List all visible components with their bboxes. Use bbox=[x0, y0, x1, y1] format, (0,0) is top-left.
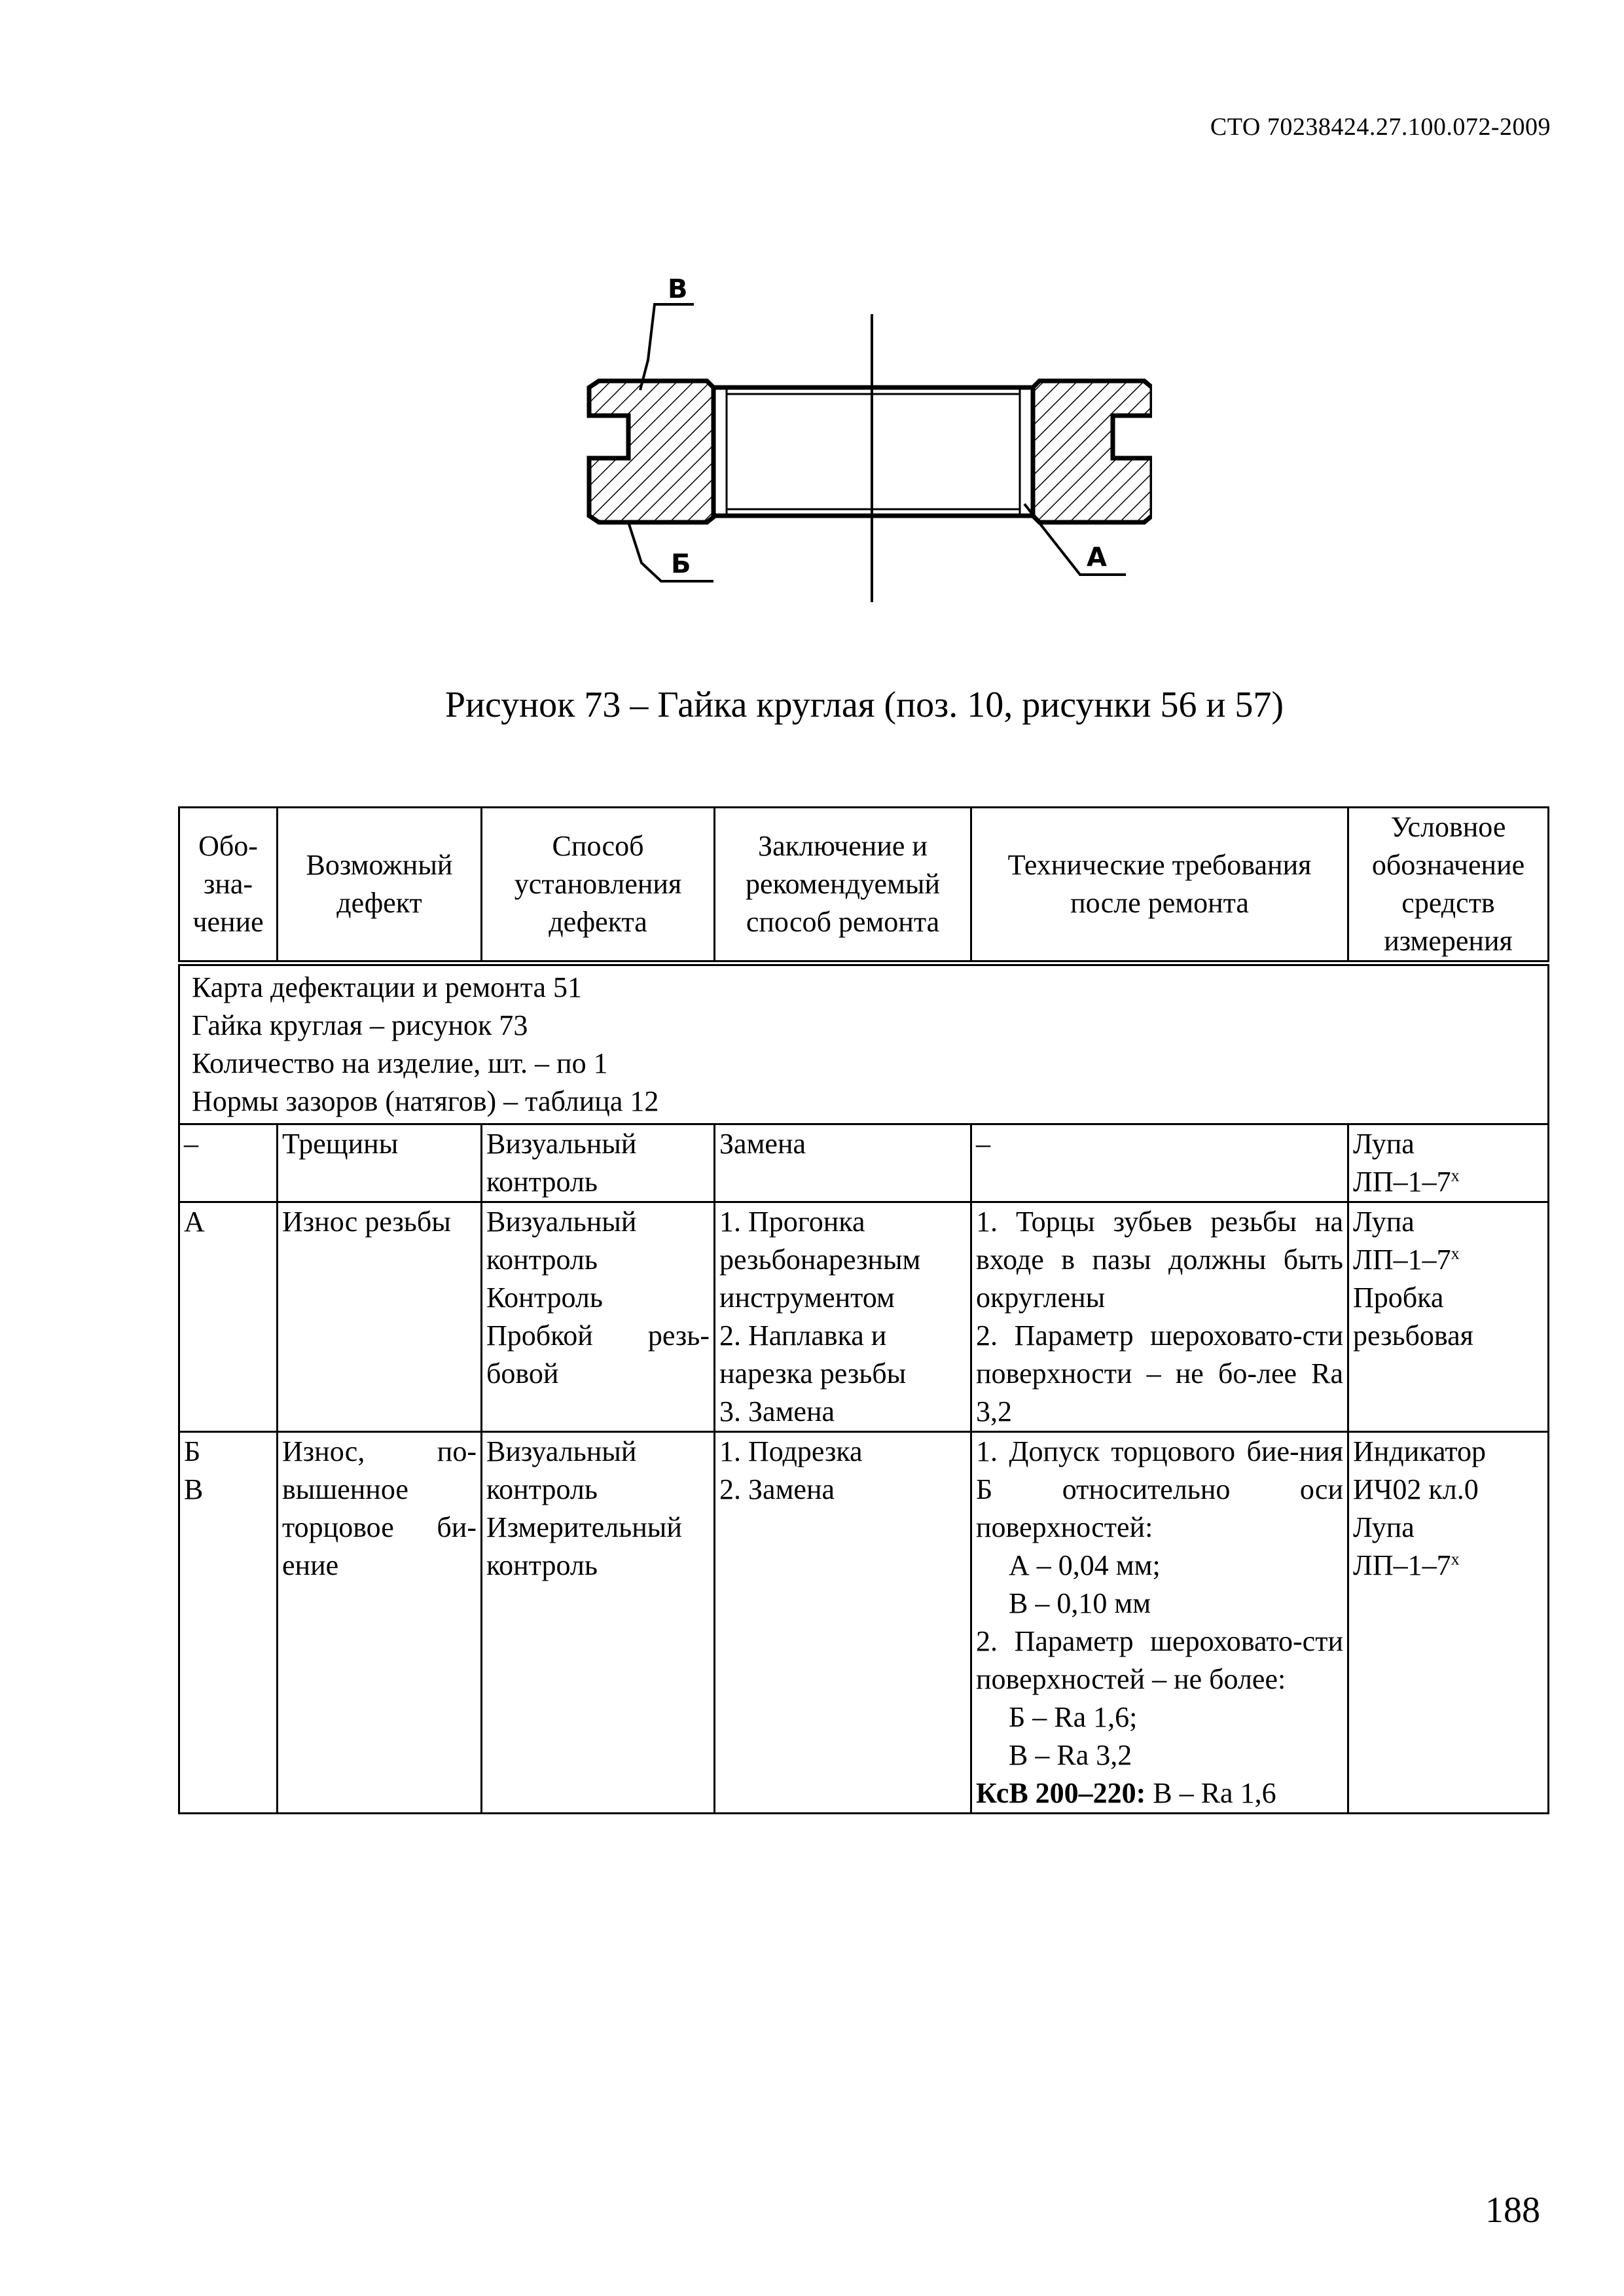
part-name: Гайка круглая – рисунок 73 bbox=[192, 1009, 528, 1041]
column-header-line: обозначение bbox=[1371, 849, 1525, 881]
instrument-line: Лупа bbox=[1353, 1511, 1415, 1543]
column-header-instruments bbox=[1348, 808, 1549, 963]
method-line: Контроль Пробкой резь-бовой bbox=[486, 1282, 710, 1390]
label-a: А bbox=[1087, 543, 1107, 573]
cell-instruments bbox=[1348, 1202, 1549, 1432]
cell-designation: – bbox=[179, 1124, 278, 1202]
figure-caption: Рисунок 73 – Гайка круглая (поз. 10, рисунки 56 и 57) bbox=[444, 685, 1284, 725]
column-header-line: измерения bbox=[1384, 925, 1513, 957]
column-header-conclusion bbox=[715, 808, 971, 963]
method-line: Визуальный контроль bbox=[486, 1206, 637, 1276]
cell-defect: Износ, по-вышенное торцовое би-ение bbox=[278, 1432, 482, 1814]
table-row bbox=[179, 1432, 1549, 1814]
round-nut-drawing bbox=[563, 262, 1152, 628]
column-header-designation bbox=[179, 808, 278, 963]
method-line: Измерительный контроль bbox=[486, 1511, 682, 1581]
cell-requirements bbox=[971, 1124, 1348, 1202]
clearance-norms: Нормы зазоров (натягов) – таблица 12 bbox=[192, 1085, 659, 1117]
requirement-value: Б – Ra 1,6; bbox=[1009, 1701, 1138, 1733]
instrument-line: Пробка bbox=[1353, 1282, 1444, 1314]
conclusion-line: 1. Подрезка bbox=[719, 1435, 863, 1467]
left-section bbox=[589, 381, 713, 522]
cell-requirements bbox=[971, 1432, 1348, 1814]
instrument-line: $ЛП-1-7^х$ bbox=[1353, 1166, 1460, 1198]
column-header-method bbox=[482, 808, 715, 963]
column-header-line: Обо- bbox=[198, 830, 258, 862]
cell-method bbox=[482, 1432, 715, 1814]
requirement-line: 1. Торцы зубьев резьбы на входе в пазы должны быть округлены bbox=[976, 1206, 1343, 1314]
conclusion-line: Замена bbox=[719, 1128, 806, 1160]
conclusion-line: 2. Наплавка и нарезка резьбы bbox=[719, 1319, 907, 1390]
column-header-line: дефекта bbox=[549, 906, 647, 938]
column-header-line: способ ремонта bbox=[746, 906, 940, 938]
cell-method bbox=[482, 1124, 715, 1202]
instrument-line: $ЛП-1-7^х$ bbox=[1353, 1549, 1460, 1581]
quantity-per-product: Количество на изделие, шт. – по 1 bbox=[192, 1047, 608, 1079]
requirement-value: В – 0,10 мм bbox=[1009, 1587, 1151, 1619]
column-header-line: Заключение и bbox=[758, 830, 928, 862]
card-info bbox=[179, 963, 1549, 1124]
column-header-line: Возможный bbox=[306, 849, 453, 881]
column-header-line: рекомендуемый bbox=[745, 868, 941, 900]
instrument-line: ИЧ02 кл.0 bbox=[1353, 1473, 1479, 1505]
cell-defect: Трещины bbox=[278, 1124, 482, 1202]
right-section bbox=[1033, 381, 1152, 522]
conclusion-line: 1. Прогонка резьбонарезным инструментом bbox=[719, 1206, 921, 1314]
requirement-value: В – Ra 3,2 bbox=[1009, 1739, 1132, 1771]
leader-v bbox=[640, 304, 694, 390]
cell-defect: Износ резьбы bbox=[278, 1202, 482, 1432]
column-header-requirements bbox=[971, 808, 1348, 963]
label-b: Б bbox=[671, 549, 691, 579]
method-line: Визуальный контроль bbox=[486, 1435, 637, 1505]
page-number: 188 bbox=[1485, 2190, 1540, 2231]
cell-instruments bbox=[1348, 1432, 1549, 1814]
cell-conclusion bbox=[715, 1432, 971, 1814]
cell-conclusion bbox=[715, 1202, 971, 1432]
column-header-defect bbox=[278, 808, 482, 963]
defect-repair-card bbox=[178, 806, 1549, 1814]
column-header-line: Технические требования bbox=[1007, 849, 1312, 881]
column-header-line: Способ bbox=[552, 830, 644, 862]
instrument-line: резьбовая bbox=[1353, 1319, 1473, 1352]
document-code: СТО 70238424.27.100.072-2009 bbox=[1210, 113, 1551, 141]
conclusion-line: 3. Замена bbox=[719, 1395, 835, 1427]
requirement-line: – bbox=[976, 1128, 990, 1160]
instrument-line: $ЛП-1-7^х$ bbox=[1353, 1244, 1460, 1276]
column-header-line: чение bbox=[192, 906, 264, 938]
cell-instruments bbox=[1348, 1124, 1549, 1202]
cell-conclusion bbox=[715, 1124, 971, 1202]
cell-requirements bbox=[971, 1202, 1348, 1432]
requirement-line: 2. Параметр шероховато-сти поверхностей – не более: bbox=[976, 1625, 1343, 1695]
cell-designation: А bbox=[179, 1202, 278, 1432]
method-line: Визуальный контроль bbox=[486, 1128, 637, 1198]
column-header-line: средств bbox=[1401, 887, 1495, 919]
conclusion-line: 2. Замена bbox=[719, 1473, 835, 1505]
instrument-line: Лупа bbox=[1353, 1128, 1415, 1160]
instrument-line: Лупа bbox=[1353, 1206, 1415, 1238]
column-header-line: дефект bbox=[336, 887, 422, 919]
column-header-line: зна- bbox=[203, 868, 253, 900]
requirement-value: А – 0,04 мм; bbox=[1009, 1549, 1161, 1581]
requirement-note: КсВ 200–220: В – Ra 1,6 bbox=[976, 1777, 1276, 1809]
card-title: Карта дефектации и ремонта 51 bbox=[192, 971, 582, 1003]
requirement-line: 1. Допуск торцового бие-ния Б относительно оси поверхностей: bbox=[976, 1435, 1343, 1543]
column-header-line: установления bbox=[514, 868, 682, 900]
cell-designation: Б В bbox=[179, 1432, 278, 1814]
column-header-line: после ремонта bbox=[1070, 887, 1249, 919]
label-v: В bbox=[668, 274, 688, 304]
instrument-line: Индикатор bbox=[1353, 1435, 1487, 1467]
requirement-line: 2. Параметр шероховато-сти поверхности – не бо-лее Ra 3,2 bbox=[976, 1319, 1343, 1427]
cell-method bbox=[482, 1202, 715, 1432]
table-row bbox=[179, 1124, 1549, 1202]
column-headers bbox=[179, 808, 1549, 963]
column-header-line: Условное bbox=[1390, 811, 1506, 843]
table-row bbox=[179, 1202, 1549, 1432]
